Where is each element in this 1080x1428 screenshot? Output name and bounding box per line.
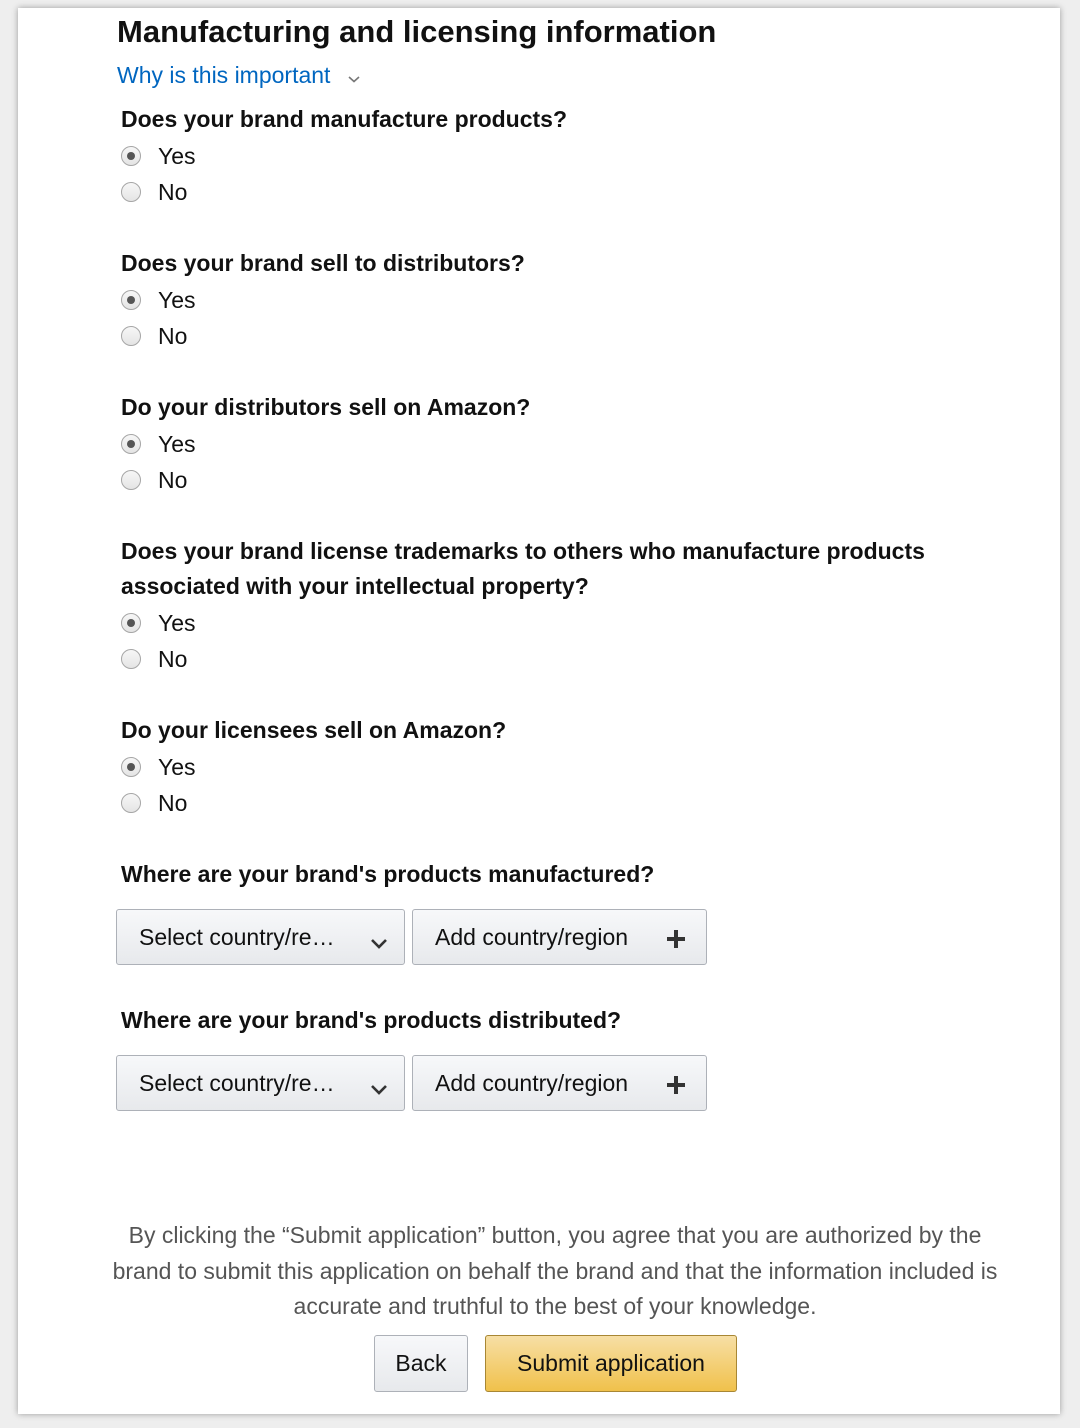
radio-manufacture-no[interactable]: [121, 177, 187, 207]
radio-label: Yes: [158, 286, 196, 313]
question-distributed-where: Where are your brand's products distributed?: [121, 1007, 622, 1033]
radio-button[interactable]: [121, 649, 141, 669]
radio-label: Yes: [158, 142, 196, 169]
plus-icon: [666, 928, 686, 955]
form-card: [18, 8, 1060, 1414]
radio-label: Yes: [158, 609, 196, 636]
plus-icon: [666, 1074, 686, 1101]
question-manufacture: Does your brand manufacture products?: [121, 106, 568, 132]
radio-distributors-amazon-no[interactable]: [121, 465, 187, 495]
radio-label: No: [158, 466, 188, 493]
radio-distributors-no[interactable]: [121, 321, 187, 351]
radio-label: No: [158, 178, 188, 205]
chevron-down-icon: [370, 1075, 388, 1102]
add-label: Add country/region: [435, 1069, 629, 1096]
chevron-down-icon: [347, 63, 361, 90]
back-button[interactable]: [374, 1335, 468, 1392]
radio-button-checked[interactable]: [121, 757, 141, 777]
section-title: Manufacturing and licensing information: [117, 14, 717, 49]
radio-button[interactable]: [121, 470, 141, 490]
radio-licensees-no[interactable]: [121, 788, 187, 818]
submit-application-button[interactable]: [485, 1335, 737, 1392]
radio-button[interactable]: [121, 326, 141, 346]
select-label: Select country/re…: [139, 923, 335, 950]
radio-distributors-yes[interactable]: [121, 285, 196, 315]
submit-label: Submit application: [517, 1350, 705, 1376]
question-distributors-amazon: Do your distributors sell on Amazon?: [121, 394, 531, 420]
distributed-country-select[interactable]: [116, 1055, 405, 1111]
question-sell-distributors: Does your brand sell to distributors?: [121, 250, 525, 276]
radio-label: Yes: [158, 753, 196, 780]
radio-license-yes[interactable]: [121, 608, 196, 638]
radio-label: Yes: [158, 430, 196, 457]
radio-button-checked[interactable]: [121, 613, 141, 633]
question-manufactured-where: Where are your brand's products manufactured?: [121, 861, 655, 887]
question-licensees-amazon: Do your licensees sell on Amazon?: [121, 717, 507, 743]
manufactured-add-country-button[interactable]: [412, 909, 707, 965]
select-label: Select country/re…: [139, 1069, 335, 1096]
chevron-down-icon: [370, 929, 388, 956]
radio-button-checked[interactable]: [121, 290, 141, 310]
why-important-label: Why is this important: [117, 62, 331, 88]
distributed-add-country-button[interactable]: [412, 1055, 707, 1111]
radio-label: No: [158, 645, 188, 672]
radio-label: No: [158, 322, 188, 349]
radio-distributors-amazon-yes[interactable]: [121, 429, 196, 459]
radio-license-no[interactable]: [121, 644, 187, 674]
radio-button[interactable]: [121, 793, 141, 813]
radio-manufacture-yes[interactable]: [121, 141, 196, 171]
radio-label: No: [158, 789, 188, 816]
radio-button-checked[interactable]: [121, 434, 141, 454]
why-important-link[interactable]: [117, 62, 361, 90]
manufactured-country-select[interactable]: [116, 909, 405, 965]
radio-button-checked[interactable]: [121, 146, 141, 166]
question-license-trademarks: Does your brand license trademarks to others who manufacture products associated with your intellectual property?: [121, 538, 925, 599]
back-label: Back: [395, 1350, 447, 1376]
radio-licensees-yes[interactable]: [121, 752, 196, 782]
add-label: Add country/region: [435, 923, 629, 950]
submit-disclaimer: By clicking the “Submit application” button, you agree that you are authorized by the brand to submit this application on behalf the brand and that the information included is accurate and truthful to the best of your knowledge.: [112, 1222, 998, 1319]
radio-button[interactable]: [121, 182, 141, 202]
